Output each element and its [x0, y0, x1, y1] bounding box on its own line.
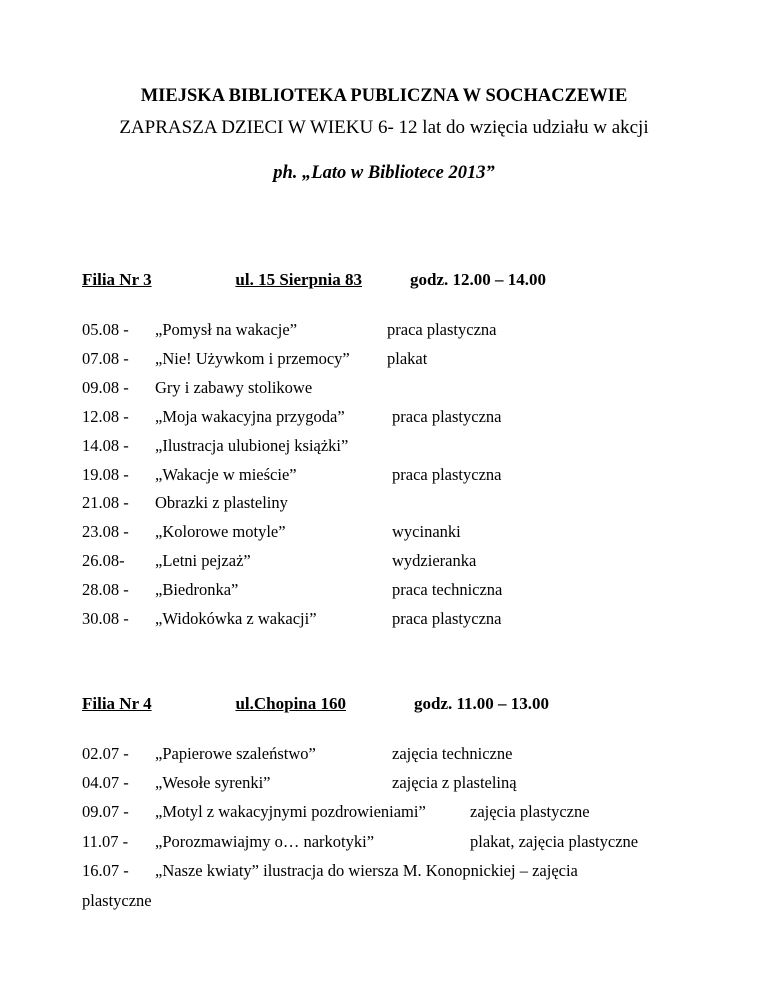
event-title: „Wakacje w mieście”: [155, 464, 297, 484]
event-title: „Papierowe szaleństwo”: [155, 744, 316, 763]
branch-hours: godz. 12.00 – 14.00: [410, 270, 546, 289]
event-date: 23.08 -: [82, 522, 129, 542]
branch-hours: godz. 11.00 – 13.00: [414, 694, 550, 713]
event-type: plakat, zajęcia plastyczne: [470, 831, 639, 851]
action-name: ph. „Lato w Bibliotece 2013”: [273, 163, 495, 183]
event-date: 09.08 -: [82, 377, 129, 397]
branch-address: ul.Chopina 160: [235, 694, 346, 713]
event-title: Gry i zabawy stolikowe: [155, 377, 313, 397]
event-date: 07.08 -: [82, 348, 129, 368]
event-title: „Letni pejzaż”: [155, 551, 251, 571]
event-date: 05.08 -: [82, 320, 129, 339]
event-title: „Kolorowe motyle”: [155, 522, 286, 542]
event-date: 30.08 -: [82, 609, 129, 628]
event-title: „Wesołe syrenki”: [155, 773, 271, 793]
event-title: „Nasze kwiaty” ilustracja do wiersza M. Konopnickiej – zajęcia: [155, 860, 578, 880]
event-type: zajęcia plastyczne: [470, 802, 590, 822]
event-date: 21.08 -: [82, 493, 129, 513]
event-date: 09.07 -: [82, 802, 129, 822]
event-type: praca plastyczna: [387, 320, 497, 339]
branch-address: ul. 15 Sierpnia 83: [235, 270, 362, 289]
event-type: zajęcia z plasteliną: [392, 773, 517, 793]
event-date: 28.08 -: [82, 580, 129, 600]
event-type: zajęcia techniczne: [392, 744, 513, 763]
event-type: praca plastyczna: [392, 609, 502, 628]
event-date: 16.07 -: [82, 860, 129, 880]
branch-name: Filia Nr 3: [82, 270, 152, 289]
event-title: „Nie! Używkom i przemocy”: [155, 348, 350, 368]
event-type: praca plastyczna: [392, 406, 502, 426]
event-date: 19.08 -: [82, 464, 129, 484]
event-type: praca plastyczna: [392, 464, 502, 484]
invitation-text: ZAPRASZA DZIECI W WIEKU 6- 12 lat do wzięcia udziału w akcji: [119, 117, 649, 138]
event-title: „Ilustracja ulubionej książki”: [155, 435, 349, 455]
event-title: Obrazki z plasteliny: [155, 493, 288, 513]
event-title: „Pomysł na wakacje”: [155, 320, 298, 339]
event-title: „Motyl z wakacyjnymi pozdrowieniami”: [155, 802, 426, 822]
event-date: 04.07 -: [82, 773, 129, 793]
event-title: „Widokówka z wakacji”: [155, 609, 317, 628]
event-type: wydzieranka: [392, 551, 477, 571]
event-title: „Porozmawiajmy o… narkotyki”: [155, 831, 375, 851]
branch-name: Filia Nr 4: [82, 694, 152, 713]
page-title: MIEJSKA BIBLIOTEKA PUBLICZNA W SOCHACZEWIE: [140, 86, 628, 106]
event-date: 26.08-: [82, 551, 125, 571]
event-type: wycinanki: [392, 522, 461, 542]
event-date: 12.08 -: [82, 406, 129, 426]
event-date: 11.07 -: [82, 831, 129, 851]
event-type: praca techniczna: [392, 580, 503, 600]
event-type: plakat: [387, 348, 428, 368]
event-date: 02.07 -: [82, 744, 129, 763]
event-title: „Biedronka”: [155, 580, 239, 600]
event-continuation: plastyczne: [82, 891, 152, 910]
event-date: 14.08 -: [82, 435, 129, 455]
event-title: „Moja wakacyjna przygoda”: [155, 406, 345, 426]
